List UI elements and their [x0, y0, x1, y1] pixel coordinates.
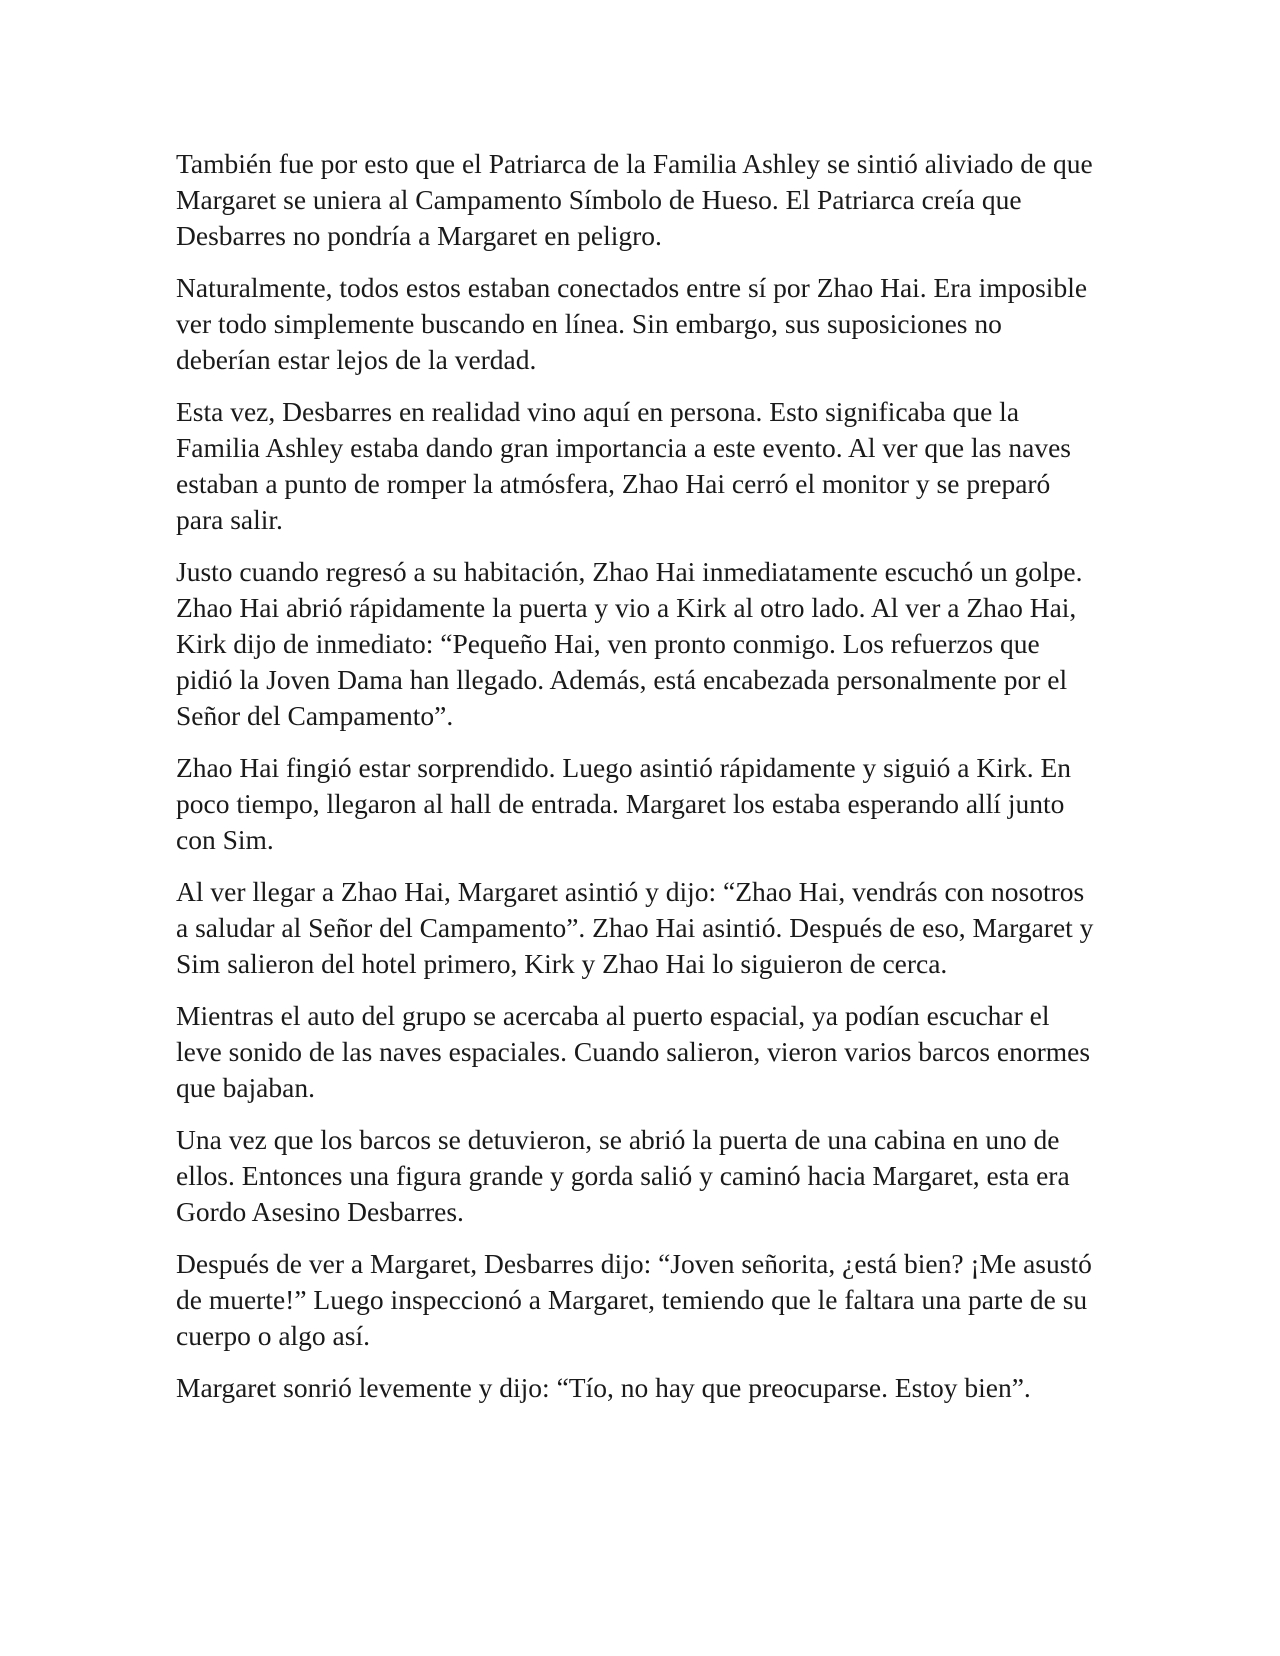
paragraph: Mientras el auto del grupo se acercaba al puerto espacial, ya podían escuchar el leve sonido de las naves espaciales. Cuando salieron, vieron varios barcos enormes que bajaban. [176, 1000, 1091, 1103]
paragraph: También fue por esto que el Patriarca de la Familia Ashley se sintió aliviado de que Margaret se uniera al Campamento Símbolo de Hueso. El Patriarca creía que Desbarres no pondría a Margaret en peligro. [176, 148, 1093, 251]
paragraph: Al ver llegar a Zhao Hai, Margaret asintió y dijo: “Zhao Hai, vendrás con nosotros a saludar al Señor del Campamento”. Zhao Hai asintió. Después de eso, Margaret y Sim salieron del hotel primero, Kirk y Zhao Hai lo siguieron de cerca. [176, 876, 1094, 979]
paragraph: Margaret sonrió levemente y dijo: “Tío, no hay que preocuparse. Estoy bien”. [176, 1372, 1031, 1403]
paragraph: Después de ver a Margaret, Desbarres dijo: “Joven señorita, ¿está bien? ¡Me asustó de muerte!” Luego inspeccionó a Margaret, temiendo que le faltara una parte de su cuerpo o algo así. [176, 1248, 1092, 1351]
paragraph: Esta vez, Desbarres en realidad vino aquí en persona. Esto significaba que la Familia Ashley estaba dando gran importancia a este evento. Al ver que las naves estaban a punto de romper la atmósfera, Zhao Hai cerró el monitor y se preparó para salir. [176, 396, 1071, 535]
paragraph: Naturalmente, todos estos estaban conectados entre sí por Zhao Hai. Era imposible ver todo simplemente buscando en línea. Sin embargo, sus suposiciones no deberían estar lejos de la verdad. [176, 272, 1088, 375]
document-page [176, 146, 1096, 1422]
paragraph: Una vez que los barcos se detuvieron, se abrió la puerta de una cabina en uno de ellos. Entonces una figura grande y gorda salió y caminó hacia Margaret, esta era Gordo Asesino Desbarres. [176, 1124, 1070, 1227]
paragraph: Justo cuando regresó a su habitación, Zhao Hai inmediatamente escuchó un golpe. Zhao Hai abrió rápidamente la puerta y vio a Kirk al otro lado. Al ver a Zhao Hai, Kirk dijo de inmediato: “Pequeño Hai, ven pronto conmigo. Los refuerzos que pidió la Joven Dama han llegado. Además, está encabezada personalmente por el Señor del Campamento”. [176, 556, 1083, 731]
paragraph: Zhao Hai fingió estar sorprendido. Luego asintió rápidamente y siguió a Kirk. En poco tiempo, llegaron al hall de entrada. Margaret los estaba esperando allí junto con Sim. [176, 752, 1072, 855]
